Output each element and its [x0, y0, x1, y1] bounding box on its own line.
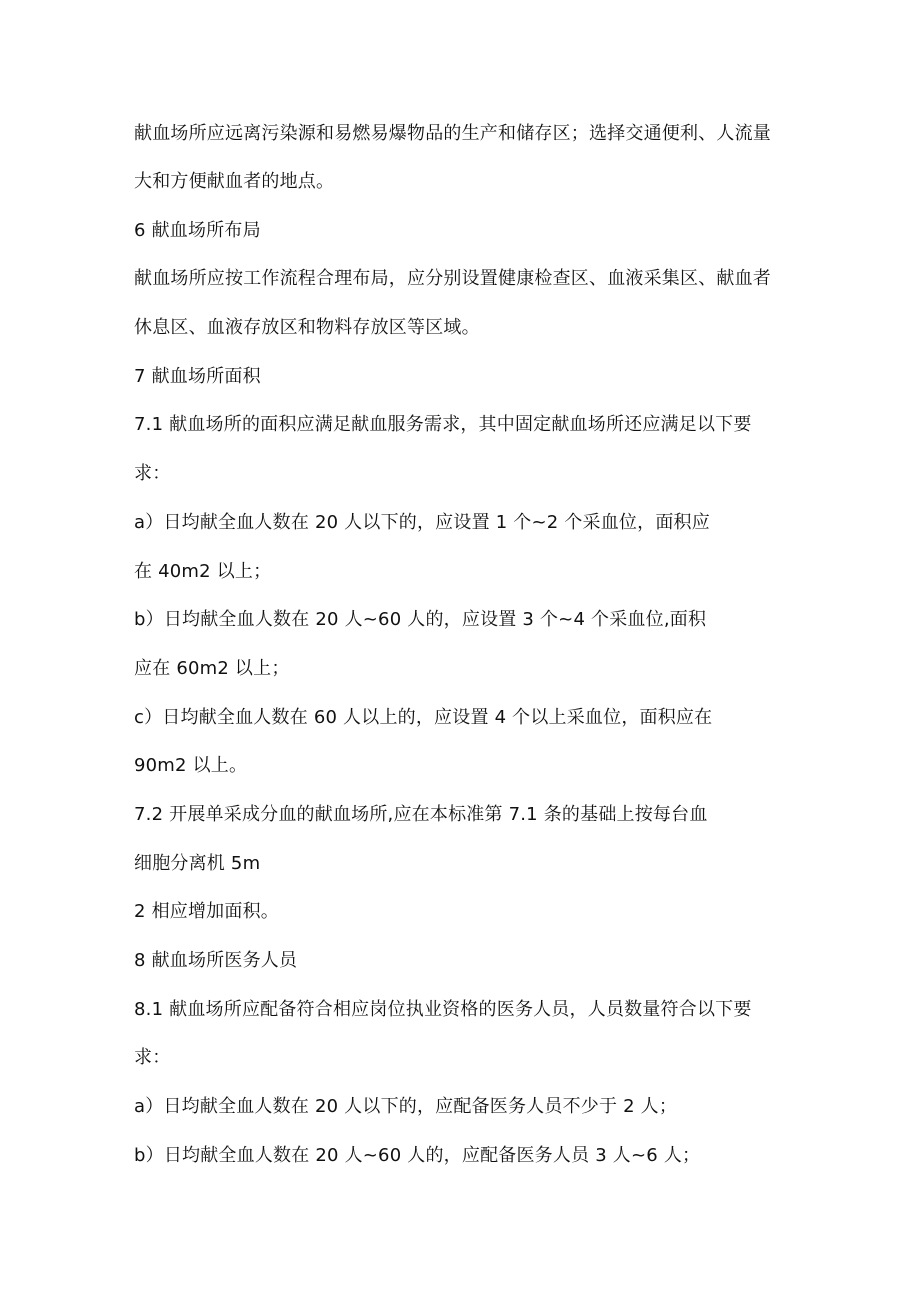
- text-line: 2 相应增加面积。: [134, 901, 279, 922]
- text-line: 7.2 开展单采成分血的献血场所,应在本标准第 7.1 条的基础上按每台血: [134, 804, 708, 825]
- section-heading: 8 献血场所医务人员: [134, 950, 298, 971]
- text-line: 细胞分离机 5m: [134, 853, 261, 874]
- text-line: 应在 60m2 以上；: [134, 658, 290, 679]
- list-item: b）日均献全血人数在 20 人~60 人的，应设置 3 个~4 个采血位,面积: [134, 609, 707, 630]
- text-line: 求：: [134, 463, 171, 484]
- section-heading: 7 献血场所面积: [134, 366, 261, 387]
- list-item: c）日均献全血人数在 60 人以上的，应设置 4 个以上采血位，面积应在: [134, 707, 713, 728]
- text-line: 献血场所应按工作流程合理布局，应分别设置健康检查区、血液采集区、献血者: [134, 268, 771, 289]
- text-line: 休息区、血液存放区和物料存放区等区域。: [134, 317, 480, 338]
- text-line: 大和方便献血者的地点。: [134, 171, 335, 192]
- text-line: 在 40m2 以上；: [134, 561, 272, 582]
- text-line: 8.1 献血场所应配备符合相应岗位执业资格的医务人员，人员数量符合以下要: [134, 999, 752, 1020]
- text-line: 90m2 以上。: [134, 755, 248, 776]
- list-item: a）日均献全血人数在 20 人以下的，应配备医务人员不少于 2 人；: [134, 1096, 678, 1117]
- list-item: a）日均献全血人数在 20 人以下的，应设置 1 个~2 个采血位，面积应: [134, 512, 710, 533]
- text-line: 求：: [134, 1047, 171, 1068]
- text-line: 7.1 献血场所的面积应满足献血服务需求，其中固定献血场所还应满足以下要: [134, 414, 752, 435]
- list-item: b）日均献全血人数在 20 人~60 人的，应配备医务人员 3 人~6 人；: [134, 1145, 701, 1166]
- section-heading: 6 献血场所布局: [134, 220, 261, 241]
- text-line: 献血场所应远离污染源和易燃易爆物品的生产和储存区；选择交通便利、人流量: [134, 123, 771, 144]
